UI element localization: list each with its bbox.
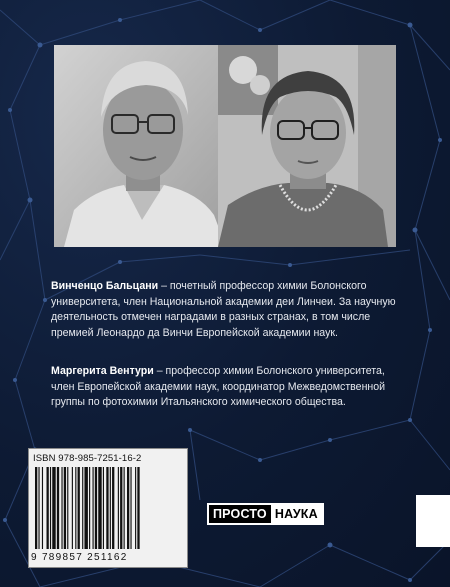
author-photo-margherita-venturi	[218, 45, 396, 247]
author-bio-venturi	[51, 364, 407, 411]
author-name: Винченцо Бальцани	[51, 280, 159, 292]
barcode-bars	[33, 467, 183, 551]
author-description: – профессор химии Болонского университета, член Европейской академии наук, координатор Межведомственной группы по фотохимии Итальянского химического общества.	[51, 365, 386, 409]
brand-word-right: НАУКА	[271, 505, 322, 523]
author-description: – почетный профессор химии Болонского университета, член Национальной академии деи Линчеи. За научную деятельность отмечен наградами в разных странах, в том числе премией Леонардо да Винчи Европейской академии наук.	[51, 280, 396, 339]
isbn-barcode	[28, 448, 188, 568]
white-corner-tab	[416, 495, 450, 547]
brand-word-left: ПРОСТО	[209, 505, 271, 523]
author-name: Маргерита Вентури	[51, 365, 154, 377]
author-photo-vincenzo-balzani	[54, 45, 232, 247]
publisher-logo	[207, 503, 324, 525]
isbn-label: ISBN 978-985-7251-16-2	[33, 453, 142, 464]
barcode-digits: 9 789857 251162	[31, 552, 128, 563]
author-bio-balzani	[51, 279, 407, 341]
